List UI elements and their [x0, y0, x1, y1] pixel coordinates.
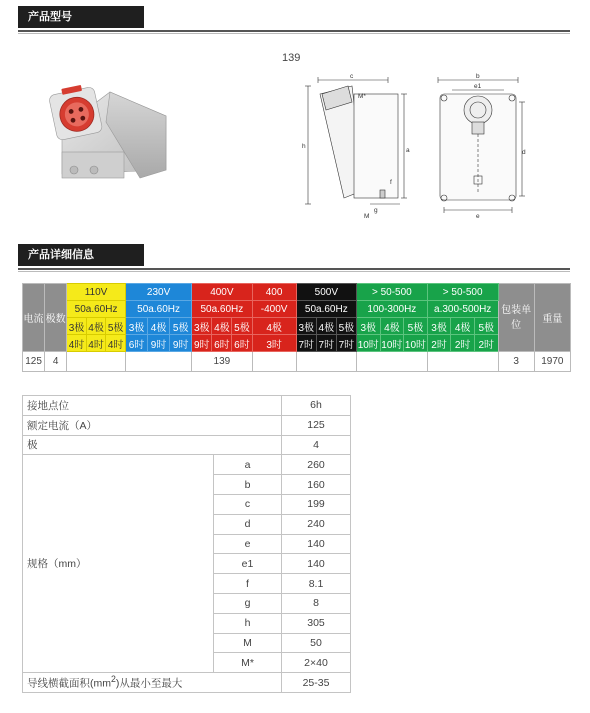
pole-cell: 3极: [427, 318, 451, 335]
hour-cell: 10时: [356, 335, 380, 352]
dim-name: g: [214, 593, 282, 613]
cell-poles: 4: [45, 352, 67, 372]
header-freq-110v: 50a.60Hz: [67, 301, 126, 318]
hour-cell: 9时: [192, 335, 212, 352]
spec-label: 规格（mm）: [23, 455, 214, 673]
header-voltage-110v: 110V: [67, 284, 126, 301]
hour-cell: 2时: [474, 335, 498, 352]
pole-cell: 4极: [451, 318, 475, 335]
dim-name: f: [214, 574, 282, 594]
pole-cell: 4极: [380, 318, 404, 335]
pole-cell: 3极: [356, 318, 380, 335]
section-rule: [18, 30, 570, 32]
dim-value: 240: [282, 514, 351, 534]
pole-cell: 5极: [170, 318, 192, 335]
dim-value: 2×40: [282, 653, 351, 673]
header-freq-500v: 50a.60Hz: [296, 301, 356, 318]
pole-cell: 5极: [106, 318, 126, 335]
cell-package: 3: [498, 352, 534, 372]
hour-cell: 6时: [212, 335, 232, 352]
wire-label-post: )从最小至最大: [115, 677, 183, 690]
table-row: [23, 455, 351, 475]
hour-cell: 6时: [232, 335, 252, 352]
header-freq-400v: 50a.60Hz: [192, 301, 252, 318]
dim-label-b: b: [476, 73, 480, 80]
section-header-model: [18, 6, 570, 32]
spec-header-poles-row: [23, 318, 571, 335]
pole-cell: 3极: [192, 318, 212, 335]
header-voltage-230v: 230V: [125, 284, 191, 301]
spec-header-voltage-row: [23, 284, 571, 301]
dim-name: d: [214, 514, 282, 534]
section-title-model: 产品型号: [18, 6, 144, 28]
dim-name: e: [214, 534, 282, 554]
dim-value: 140: [282, 554, 351, 574]
poles-label: 极: [23, 435, 282, 455]
dim-label-h: h: [302, 143, 306, 150]
cell-empty: [296, 352, 356, 372]
cell-empty: [67, 352, 126, 372]
table-row: [23, 352, 571, 372]
hour-cell: 7时: [296, 335, 316, 352]
pole-cell: 5极: [336, 318, 356, 335]
hour-cell: 3时: [252, 335, 296, 352]
dim-value: 50: [282, 633, 351, 653]
dim-value: 140: [282, 534, 351, 554]
header-voltage-50-500-b: > 50-500: [427, 284, 498, 301]
dim-label-e1: e1: [474, 83, 482, 90]
ground-label: 接地点位: [23, 396, 282, 416]
hour-cell: 4时: [67, 335, 87, 352]
section-title-detail: 产品详细信息: [18, 244, 144, 266]
header-freq-230v: 50a.60Hz: [125, 301, 191, 318]
spec-header-hours-row: [23, 335, 571, 352]
hour-cell: 7时: [336, 335, 356, 352]
dimension-table: [22, 395, 351, 693]
ground-value: 6h: [282, 396, 351, 416]
header-weight: 重量: [534, 284, 570, 352]
technical-drawing-side-view: [300, 72, 418, 222]
dim-value: 8: [282, 593, 351, 613]
table-row: [23, 673, 351, 693]
pole-cell: 4极: [316, 318, 336, 335]
header-freq-50-500-b: a.300-500Hz: [427, 301, 498, 318]
dim-value: 160: [282, 475, 351, 495]
dim-name: e1: [214, 554, 282, 574]
pole-cell: 4极: [212, 318, 232, 335]
header-current: 电流: [23, 284, 45, 352]
header-voltage-400v: 400V: [192, 284, 252, 301]
dim-label-c: c: [350, 73, 354, 80]
dim-label-g: g: [374, 207, 378, 214]
hour-cell: 9时: [148, 335, 170, 352]
rated-current-label: 额定电流（A）: [23, 415, 282, 435]
spec-header-freq-row: [23, 301, 571, 318]
hour-cell: 4时: [106, 335, 126, 352]
header-voltage-400: 400: [252, 284, 296, 301]
pole-cell: 3极: [125, 318, 147, 335]
hour-cell: 6时: [125, 335, 147, 352]
cell-current: 125: [23, 352, 45, 372]
hour-cell: 2时: [451, 335, 475, 352]
hour-cell: 10时: [380, 335, 404, 352]
cell-weight: 1970: [534, 352, 570, 372]
dim-label-m: M: [364, 213, 370, 220]
header-package-unit: 包装单位: [498, 284, 534, 352]
cell-empty: [252, 352, 296, 372]
hour-cell: 9时: [170, 335, 192, 352]
dim-value: 8.1: [282, 574, 351, 594]
hour-cell: 4时: [86, 335, 106, 352]
dim-name: a: [214, 455, 282, 475]
dim-label-m-star: M*: [358, 93, 366, 100]
pole-cell: 3极: [67, 318, 87, 335]
poles-value: 4: [282, 435, 351, 455]
dim-name: b: [214, 475, 282, 495]
dim-label-d: d: [522, 149, 526, 156]
pole-cell: 5极: [474, 318, 498, 335]
table-row: [23, 415, 351, 435]
cell-model: 139: [192, 352, 252, 372]
spec-table: [22, 283, 571, 372]
pole-cell: 4极: [252, 318, 296, 335]
wire-section-label: [23, 673, 282, 693]
dim-value: 260: [282, 455, 351, 475]
section-rule-thin: [18, 33, 570, 34]
hour-cell: 10时: [404, 335, 428, 352]
dim-value: 305: [282, 613, 351, 633]
technical-drawing-front-view: [428, 72, 528, 222]
dim-name: c: [214, 494, 282, 514]
dim-name: h: [214, 613, 282, 633]
dim-label-f: f: [390, 179, 392, 186]
header-voltage-50-500-a: > 50-500: [356, 284, 427, 301]
dim-value: 199: [282, 494, 351, 514]
table-row: [23, 435, 351, 455]
dim-label-e: e: [476, 213, 480, 220]
rated-current-value: 125: [282, 415, 351, 435]
header-freq-400: -400V: [252, 301, 296, 318]
dim-label-a: a: [406, 147, 410, 154]
cell-empty: [125, 352, 191, 372]
section-header-detail: [18, 244, 570, 270]
table-row: [23, 396, 351, 416]
product-photo: [48, 82, 170, 182]
pole-cell: 4极: [148, 318, 170, 335]
pole-cell: 3极: [296, 318, 316, 335]
header-freq-50-500-a: 100-300Hz: [356, 301, 427, 318]
drawing-model-number: 139: [282, 52, 301, 64]
cell-empty: [356, 352, 427, 372]
header-poles: 极数: [45, 284, 67, 352]
wire-label-pre: 导线横截面积(mm: [27, 677, 111, 690]
section-rule-thin: [18, 271, 570, 272]
pole-cell: 5极: [232, 318, 252, 335]
hour-cell: 2时: [427, 335, 451, 352]
dim-name: M: [214, 633, 282, 653]
header-voltage-500v: 500V: [296, 284, 356, 301]
pole-cell: 5极: [404, 318, 428, 335]
hour-cell: 7时: [316, 335, 336, 352]
pole-cell: 4极: [86, 318, 106, 335]
dim-name: M*: [214, 653, 282, 673]
cell-empty: [427, 352, 498, 372]
section-rule: [18, 268, 570, 270]
wire-section-value: 25-35: [282, 673, 351, 693]
wire-label-sup: 2: [111, 674, 116, 685]
